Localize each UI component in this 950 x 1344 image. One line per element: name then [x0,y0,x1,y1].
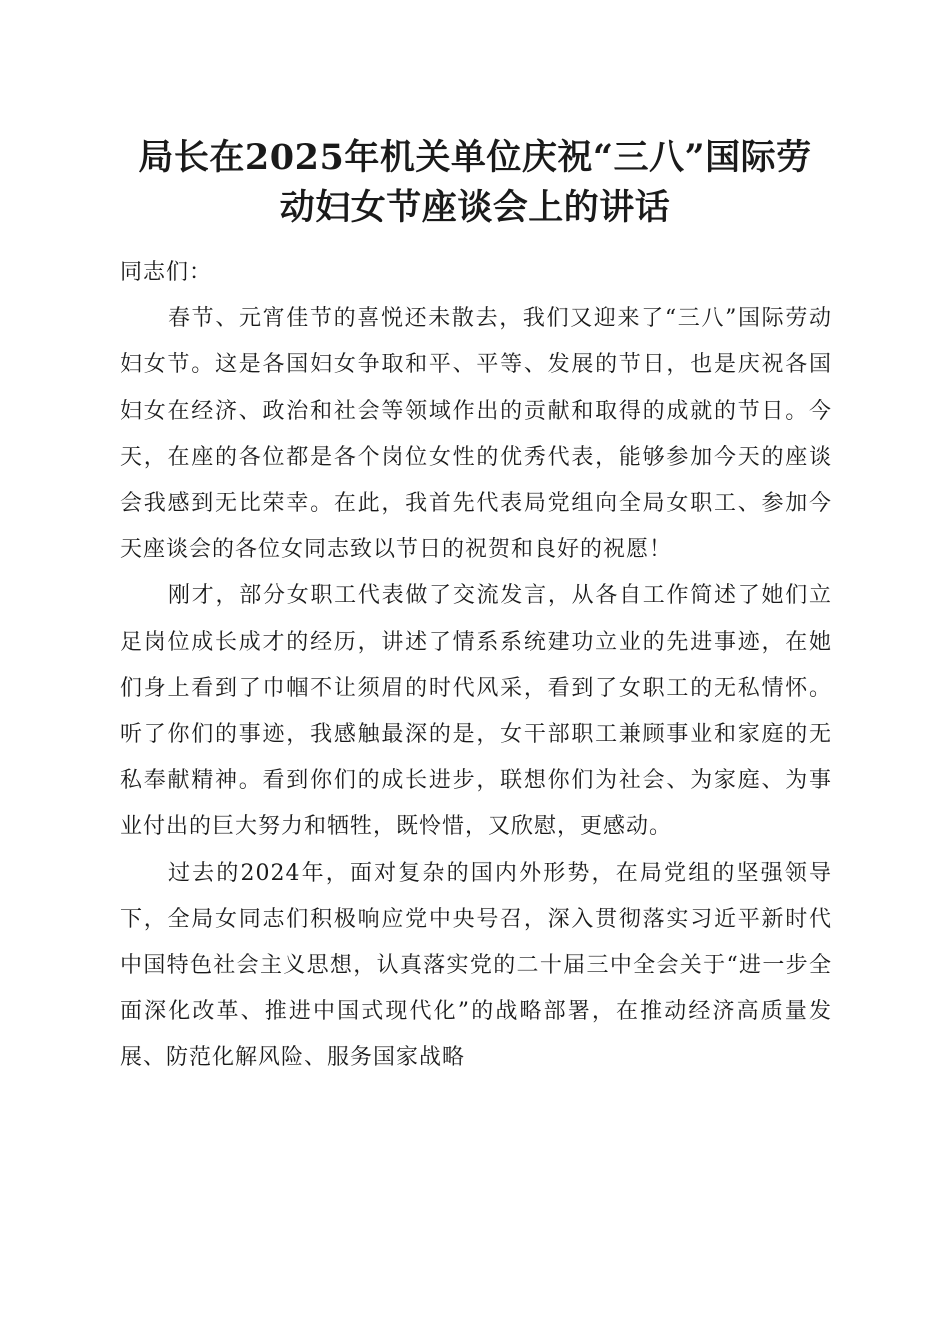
title-line-1: 局长在2025年机关单位庆祝“三八”国际劳 [138,137,812,178]
document-body [120,250,832,1082]
paragraph-2: 刚才，部分女职工代表做了交流发言，从各自工作简述了她们立足岗位成长成才的经历，讲述了情系系统建功立业的先进事迹，在她们身上看到了巾帼不让须眉的时代风采，看到了女职工的无私情怀。听了你们的事迹，我感触最深的是，女干部职工兼顾事业和家庭的无私奉献精神。看到你们的成长进步，联想你们为社会、为家庭、为事业付出的巨大努力和牺牲，既怜惜，又欣慰，更感动。 [120,583,832,840]
document-title [100,133,850,233]
paragraph-3: 过去的2024年，面对复杂的国内外形势，在局党组的坚强领导下，全局女同志们积极响应党中央号召，深入贯彻落实习近平新时代中国特色社会主义思想，认真落实党的二十届三中全会关于“进一步全面深化改革、推进中国式现代化”的战略部署，在推动经济高质量发展、防范化解风险、服务国家战略 [120,860,832,1071]
salutation: 同志们： [120,260,213,285]
paragraph-1: 春节、元宵佳节的喜悦还未散去，我们又迎来了“三八”国际劳动妇女节。这是各国妇女争取和平、平等、发展的节日，也是庆祝各国妇女在经济、政治和社会等领域作出的贡献和取得的成就的节日。今天，在座的各位都是各个岗位女性的优秀代表，能够参加今天的座谈会我感到无比荣幸。在此，我首先代表局党组向全局女职工、参加今天座谈会的各位女同志致以节日的祝贺和良好的祝愿！ [120,306,832,563]
title-line-2: 动妇女节座谈会上的讲话 [279,187,671,228]
